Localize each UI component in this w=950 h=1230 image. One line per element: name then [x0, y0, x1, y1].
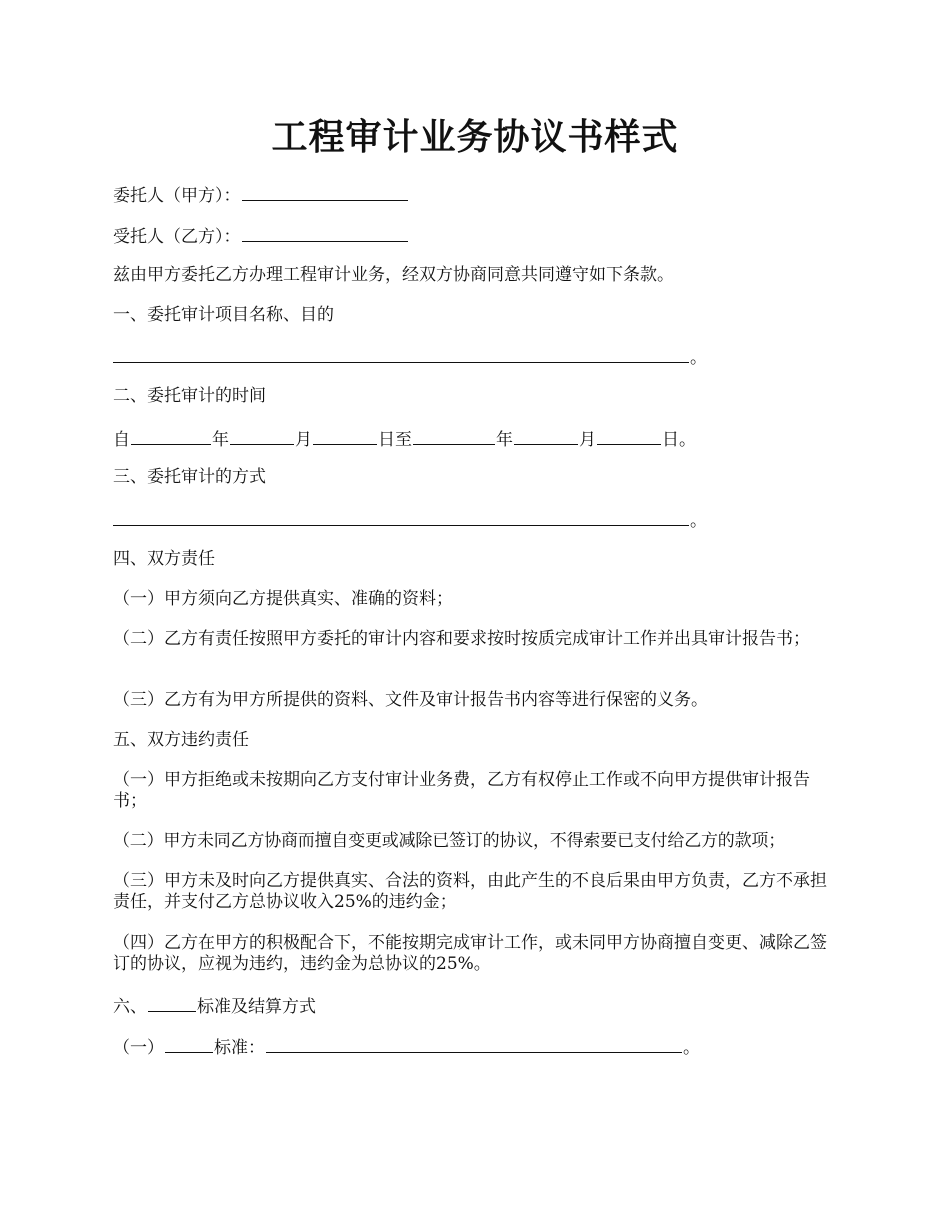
- party-b-blank[interactable]: [242, 224, 408, 242]
- month-text: 月: [295, 430, 312, 450]
- project-name-blank[interactable]: [113, 345, 689, 363]
- day-to-text: 日至: [378, 430, 412, 450]
- party-a-label: 委托人（甲方）：: [113, 186, 241, 206]
- date-from-text: 自: [113, 430, 130, 450]
- section-6-suffix: 标准及结算方式: [197, 997, 316, 1017]
- audit-method-blank[interactable]: [113, 508, 689, 526]
- section-1-heading: 一、委托审计项目名称、目的: [113, 305, 334, 325]
- section-3-fill-line: [113, 508, 843, 532]
- section-5-item-2: （二）甲方未同乙方协商而擅自变更或减除已签订的协议，不得索要已支付给乙方的款项；: [113, 831, 785, 851]
- section-5-item-1: （一）甲方拒绝或未按期向乙方支付审计业务费，乙方有权停止工作或不向甲方提供审计报告书；: [113, 770, 810, 811]
- section-6-item-1: [113, 1035, 843, 1059]
- date-range-line: [113, 427, 843, 451]
- section-4-item-1: （一）甲方须向乙方提供真实、准确的资料；: [113, 589, 453, 609]
- period-mark: 。: [683, 1038, 700, 1058]
- section-6-item-1-prefix: （一）: [113, 1038, 164, 1058]
- section-5-item-4: （四）乙方在甲方的积极配合下，不能按期完成审计工作，或未同甲方协商擅自变更、减除乙签订的协议，应视为违约，违约金为总协议的25%。: [113, 933, 827, 974]
- section-4-item-2: （二）乙方有责任按照甲方委托的审计内容和要求按时按质完成审计工作并出具审计报告书；: [113, 629, 810, 649]
- section-5-item-3: （三）甲方未及时向乙方提供真实、合法的资料，由此产生的不良后果由甲方负责，乙方不承担责任，并支付乙方总协议收入25%的违约金；: [113, 871, 827, 912]
- intro-paragraph: 兹由甲方委托乙方办理工程审计业务，经双方协商同意共同遵守如下条款。: [113, 265, 674, 285]
- fee-name-blank[interactable]: [165, 1035, 213, 1053]
- section-6-heading: [113, 994, 843, 1018]
- start-month-blank[interactable]: [230, 427, 294, 445]
- party-a-blank[interactable]: [242, 183, 408, 201]
- fee-standard-blank[interactable]: [266, 1035, 682, 1053]
- section-4-item-3: （三）乙方有为甲方所提供的资料、文件及审计报告书内容等进行保密的义务。: [113, 690, 708, 710]
- end-year-blank[interactable]: [413, 427, 495, 445]
- end-month-blank[interactable]: [514, 427, 578, 445]
- party-b-label: 受托人（乙方）：: [113, 227, 241, 247]
- section-1-fill-line: [113, 345, 843, 369]
- year-text: 年: [496, 430, 513, 450]
- section-2-heading: 二、委托审计的时间: [113, 386, 266, 406]
- party-b-line: [113, 224, 843, 248]
- section-3-heading: 三、委托审计的方式: [113, 467, 266, 487]
- period-mark: 。: [690, 511, 707, 531]
- section-6-item-1-suffix: 标准：: [214, 1038, 265, 1058]
- end-day-blank[interactable]: [597, 427, 661, 445]
- document-title: 工程审计业务协议书样式: [271, 116, 679, 158]
- year-text: 年: [212, 430, 229, 450]
- section-5-heading: 五、双方违约责任: [113, 730, 249, 750]
- period-mark: 。: [690, 348, 707, 368]
- start-year-blank[interactable]: [131, 427, 211, 445]
- section-6-prefix: 六、: [113, 997, 147, 1017]
- start-day-blank[interactable]: [313, 427, 377, 445]
- section-4-heading: 四、双方责任: [113, 549, 215, 569]
- party-a-line: [113, 183, 843, 207]
- fee-type-blank[interactable]: [148, 994, 196, 1012]
- day-end-text: 日。: [662, 430, 696, 450]
- month-text: 月: [579, 430, 596, 450]
